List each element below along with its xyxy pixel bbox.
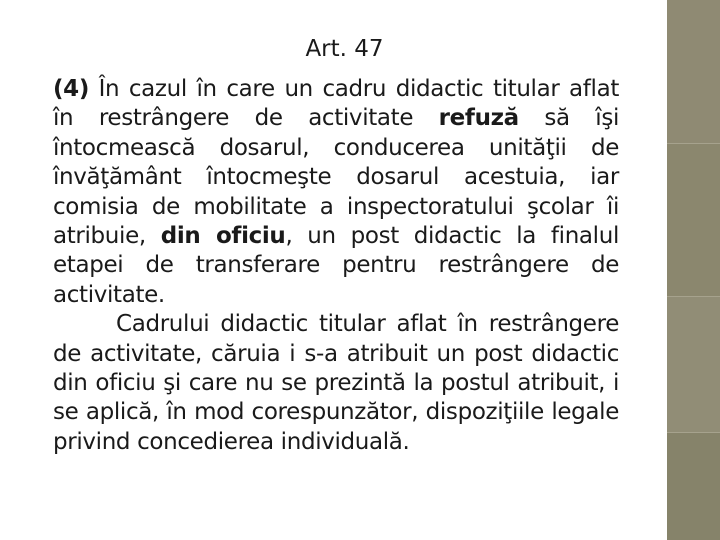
- sidebar-divider: [667, 143, 720, 144]
- sidebar-band: [667, 432, 720, 540]
- sidebar-divider: [667, 296, 720, 297]
- paragraph-number: (4): [53, 76, 89, 102]
- emphasis-din-oficiu: din oficiu: [160, 223, 286, 250]
- article-body: [53, 75, 619, 457]
- sidebar-band: [667, 0, 720, 143]
- decorative-sidebar: [667, 0, 720, 540]
- paragraph-1-text-b: să îşi întocmească dosarul, conducerea unităţii de învăţământ întocmeşte dosarul acestuia, iar comisia de mobilitate a inspectoratului şcolar îi atribuie,: [53, 105, 619, 250]
- sidebar-band: [667, 296, 720, 432]
- emphasis-refuza: refuză: [438, 105, 519, 132]
- article-title: Art. 47: [305, 36, 384, 62]
- paragraph-1-text-a: În cazul în care un cadru didactic titular aflat în restrângere de activitate: [53, 76, 619, 132]
- paragraph-2: Cadrului didactic titular aflat în restrângere de activitate, căruia i s-a atribuit un post didactic din oficiu şi care nu se prezintă la postul atribuit, i se aplică, în mod corespunzător, dispoziţiile legale privind concedierea individuală.: [53, 311, 619, 455]
- sidebar-divider: [667, 432, 720, 433]
- paragraph-1: [53, 75, 619, 310]
- paragraph-1-text-c: , un post didactic la finalul etapei de transferare pentru restrângere de activitate.: [53, 223, 619, 308]
- sidebar-band: [667, 143, 720, 296]
